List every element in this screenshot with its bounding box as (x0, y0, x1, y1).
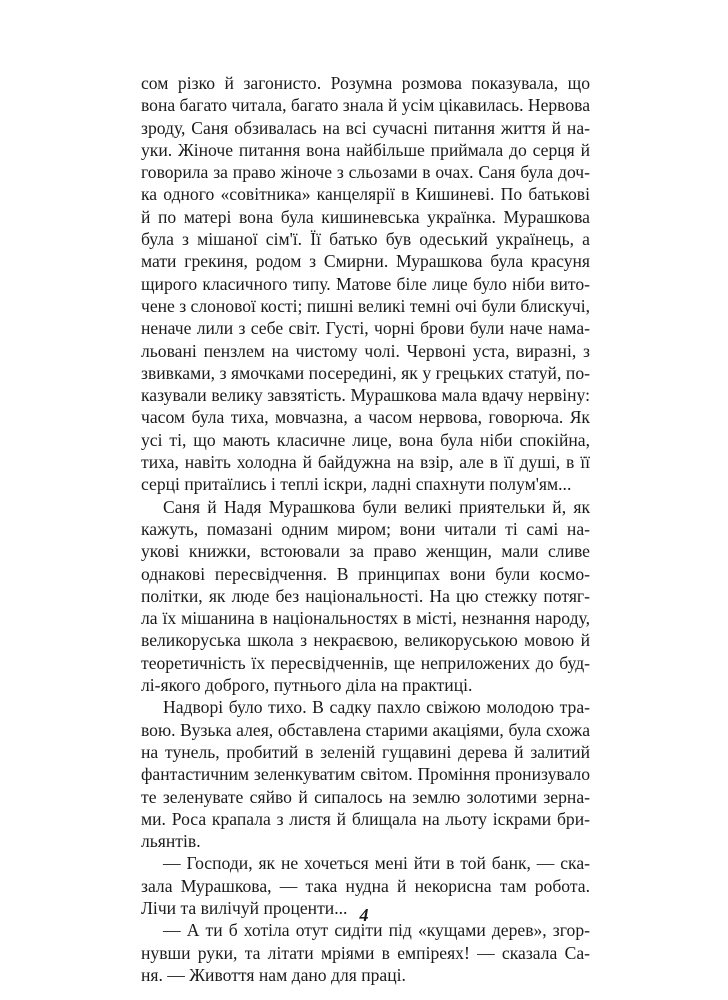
text-line: була з мішаної сім'ї. Її батько був одеський українець, а (141, 229, 590, 250)
text-line: зроду, Саня обзивалась на всі сучасні питання життя й на- (141, 117, 590, 138)
text-line: й по матері вона була кишиневська українка. Мурашкова (141, 206, 590, 227)
page-number: 4 (359, 905, 369, 925)
text-line: вона багато читала, багато знала й усім цікавилась. Нервова (141, 95, 590, 116)
text-line: Надворі було тихо. В садку пахло свіжою молодою тра- (163, 697, 590, 718)
text-line: неначе лили з себе світ. Густі, чорні брови були наче нама- (141, 318, 590, 339)
text-line: зала Мурашкова, — така нудна й некорисна там робота. (141, 875, 590, 896)
text-line: сом різко й загонисто. Розумна розмова показувала, що (141, 73, 590, 93)
text-line: ка одного «совітника» канцелярії в Кишиневі. По батькові (141, 184, 590, 205)
text-line: кажуть, помазані одним миром; вони читали ті самі на- (141, 518, 590, 539)
text-line: тиха, навіть холодна й байдужна на взір, але в її душі, в її (141, 452, 590, 473)
text-line: теоретичність їх пересвідченнів, ще неприложених до буд- (141, 652, 590, 673)
text-line: — А ти б хотіла отут сидіти під «кущами дерев», згор- (163, 920, 590, 941)
text-line: Саня й Надя Мурашкова були великі приятельки й, як (163, 496, 590, 517)
text-line: Лічи та вилічуй проценти... (141, 897, 348, 918)
text-line: великоруська школа з некраєвою, великоруською мовою й (141, 630, 590, 651)
text-line: ми. Роса крапала з листя й блищала на льоту іскрами бри- (141, 808, 590, 829)
text-line: нувши руки, та літати мріями в емпіреях! — сказала Са- (141, 942, 590, 963)
text-line: — Господи, як не хочеться мені йти в той банк, — ска- (163, 853, 590, 874)
text-line: чене з слонової кості; пишні великі темні очі були блискучі, (141, 295, 590, 316)
text-line: на тунель, пробитий в зеленій гущавині дерева й залитий (141, 741, 590, 762)
text-line: казували велику завзятість. Мурашкова мала вдачу нервіну: (141, 385, 590, 406)
text-line: політки, як люде без національності. На цю стежку потяг- (141, 585, 590, 606)
text-line: льовані пензлем на чистому чолі. Червоні уста, виразні, з (141, 340, 590, 361)
text-line: ла їх мішанина в національностях в місті, незнання народу, (141, 608, 590, 629)
text-line: усі ті, що мають класичне лице, вона була ніби спокійна, (141, 429, 590, 450)
text-line: уки. Жіноче питання вона найбільше приймала до серця й (141, 139, 590, 160)
text-line: щирого класичного типу. Матове біле лице було ніби вито- (141, 273, 590, 294)
body-text (141, 72, 590, 986)
text-line: вою. Вузька алея, обставлена старими акаціями, була схожа (141, 719, 590, 740)
text-line: ня. — Живоття нам дано для праці. (141, 964, 406, 985)
text-line: однакові пересвідчення. В принципах вони були космо- (141, 563, 590, 584)
text-line: мати грекиня, родом з Смирни. Мурашкова була красуня (141, 251, 590, 272)
text-line: укові книжки, встоювали за право женщин, мали сливе (141, 541, 590, 562)
text-line: льянтів. (141, 831, 201, 852)
text-line: серці притаїлись і теплі іскри, ладні спахнути полум'ям... (141, 474, 572, 495)
text-line: звивками, з ямочками посередині, як у грецьких статуй, по- (141, 362, 590, 383)
text-line: говорила за право жіноче з сльозами в очах. Саня була доч- (141, 162, 590, 183)
text-line: лі-якого доброго, путнього діла на практиці. (141, 675, 473, 696)
text-line: фантастичним зеленкуватим світом. Проміння пронизувало (141, 764, 590, 785)
text-line: часом була тиха, мовчазна, а часом нервова, говорюча. Як (141, 407, 590, 428)
text-line: те зеленувате сяйво й сипалось на землю золотими зерна- (141, 786, 590, 807)
